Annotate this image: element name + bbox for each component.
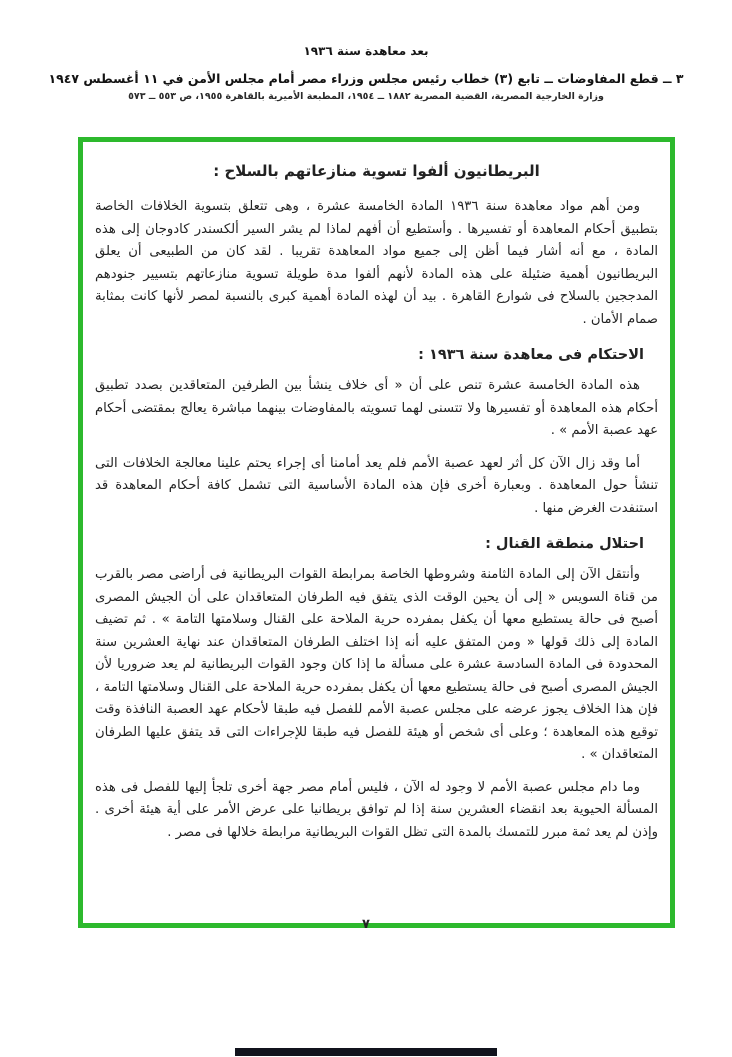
section-heading-arbitration-1936: الاحتكام فى معاهدة سنة ١٩٣٦ : [418, 347, 644, 363]
header-document-title: ٣ ــ قطع المفاوضات ــ تابع (٣) خطاب رئيس مجلس وزراء مصر أمام مجلس الأمن في ١١ أغسطس ١٩٤٧ [48, 71, 684, 86]
paragraph-league-expired: أما وقد زال الآن كل أثر لعهد عصبة الأمم فلم يعد أمامنا أى إجراء يحتم علينا معالجة الخلافات التى تنشأ حول المعاهدة . وبعبارة أخرى فإن هذه المادة الأساسية التى تشمل كافة أحكام المعاهدة قد استنفدت الغرض منها . [95, 455, 658, 516]
paragraph-article15-text: هذه المادة الخامسة عشرة تنص على أن « أى خلاف ينشأ بين الطرفين المتعاقدين بصدد تطبيق أحكام هذه المعاهدة أو تفسيرها ولا تتسنى لهما تسويته بالمفاوضات بينهما مباشرة يعالج بمقتضى أحكام عهد عصبة الأمم » . [95, 378, 658, 438]
section-heading-canal-occupation: احتلال منطقة القنال : [485, 536, 644, 552]
paragraph-treaty-article15: ومن أهم مواد معاهدة سنة ١٩٣٦ المادة الخامسة عشرة ، وهى تتعلق بتسوية الخلافات الخاصة بتطبيق أحكام المعاهدة أو تفسيرها . وأستطيع أن أفهم لماذا لم يشر السير ألكسندر كادوجان إلى هذه المادة ، مع أنه أشار فيما أظن إلى جميع مواد المعاهدة تقريبا . لقد كان من الطبيعى أن يعلق البريطانيون أهمية ضئيلة على هذه المادة لأنهم ألفوا مدة طويلة تسوية منازعاتهم بتسيير جنودهم المدججين بالسلاح فى شوارع القاهرة . بيد أن لهذه المادة أهمية كبرى بالنسبة لمصر لأنها كانت بمثابة صمام الأمان . [95, 199, 658, 327]
header-treaty-line: بعد معاهدة سنة ١٩٣٦ [303, 44, 429, 58]
section-title-british-settlement: البريطانيون ألفوا تسوية منازعاتهم بالسلاح : [213, 162, 540, 180]
page-number: ٧ [362, 917, 370, 932]
page-header [0, 44, 732, 102]
paragraph-no-league-council: وما دام مجلس عصبة الأمم لا وجود له الآن ، فليس أمام مصر جهة أخرى تلجأ إليها للفصل فى هذه المسألة الحيوية بعد انقضاء العشرين سنة إذا لم توافق بريطانيا على عرض الأمر على أية هيئة أخرى . وإذن لم يعد ثمة مبرر للتمسك بالمدة التى تظل القوات البريطانية مرابطة خلالها فى مصر . [95, 779, 658, 840]
header-source-citation: وزارة الخارجية المصرية، القضية المصرية ١٨٨٢ ــ ١٩٥٤، المطبعة الأميرية بالقاهرة ١٩٥٥، ص ٥٥٣ ــ ٥٧٣ [128, 91, 604, 102]
bottom-scan-artifact-bar [235, 1048, 497, 1056]
highlight-frame [78, 137, 675, 928]
paragraph-article8-canal: وأنتقل الآن إلى المادة الثامنة وشروطها الخاصة بمرابطة القوات البريطانية فى أراضى مصر بالقرب من قناة السويس « إلى أن يحين الوقت الذى يتفق فيه الطرفان المتعاقدان على أن الجيش المصرى أصبح فى حالة يستطيع معها أن يكفل بمفرده حرية الملاحة على القنال وسلامتها التامة » . ثم تضيف المادة إلى ذلك قولها « ومن المتفق عليه أنه إذا اختلف الطرفان المتعاقدان عند نهاية العشرين سنة المحدودة فى المادة السادسة عشرة على مسألة ما إذا كان وجود القوات البريطانية لم يعد ضروريا لأن الجيش المصرى أصبح فى حالة يستطيع معها أن يكفل بمفرده حرية الملاحة على القنال وسلامتها التامة ، فإن هذا الخلاف يجوز عرضه على مجلس عصبة الأمم للفصل فيه طبقا لأحكام عهد العصبة النافذة وقت توقيع هذه المعاهدة ؛ وعلى أى شخص أو هيئة للفصل فيه طبقا للإجراءات التى قد يتفق عليها الطرفان المتعاقدان » . [95, 567, 658, 762]
